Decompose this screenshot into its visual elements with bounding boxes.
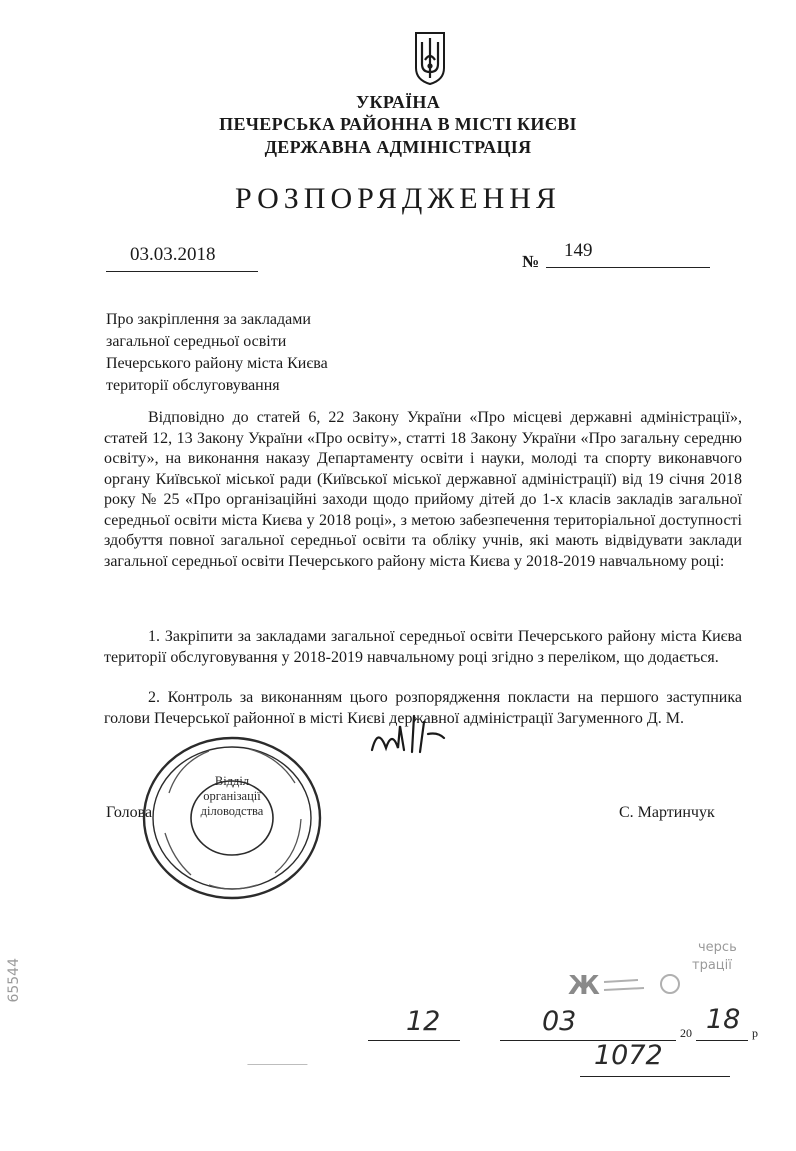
subject-line: загальної середньої освіти [106,333,287,350]
document-type-title: РОЗПОРЯДЖЕННЯ [235,182,561,215]
document-number: 149 [564,240,593,261]
subject-block [106,309,466,397]
reg-day: 12 [406,1006,441,1037]
order-item-2: 2. Контроль за виконанням цього розпорядження покласти на першого заступника голови Печерської районної в місті Києві державної адміністрації Загуменного Д. М. [104,689,742,727]
reg-year-field [696,1004,748,1041]
coat-of-arms-icon [413,30,447,86]
stamp-line: Відділ [214,774,250,788]
subject-line: Печерського району міста Києва [106,355,328,372]
signatory-role: Голова [106,804,153,821]
svg-text:Ж: Ж [568,971,600,1000]
subject-line: Про закріплення за закладами [106,311,311,328]
reg-number-field [580,1040,730,1077]
reg-month-field [500,1006,676,1041]
reg-stamp-marks [566,966,696,1000]
reg-year-prefix: 20 [680,1026,692,1040]
reg-year-unit: р [752,1026,758,1040]
header-org-line2: ДЕРЖАВНА АДМІНІСТРАЦІЯ [264,137,532,157]
reg-number: 1072 [594,1040,663,1071]
reg-month: 03 [542,1006,577,1037]
reg-year: 18 [706,1004,741,1035]
order-item-1: 1. Закріпити за закладами загальної середньої освіти Печерського району міста Києва території обслуговування у 2018-2019 навчальному році згідно з переліком, що додається. [104,628,742,666]
margin-number: 65544 [6,958,22,1003]
subject-line: території обслуговування [106,377,280,394]
number-sign: № [522,252,540,271]
faint-scribble [247,1050,312,1065]
date-field [106,244,258,272]
header-org-line1: ПЕЧЕРСЬКА РАЙОННА В МІСТІ КИЄВІ [219,114,577,134]
header-country: УКРАЇНА [355,92,441,112]
reg-stamp-faint-2: трації [692,958,732,973]
reg-day-field [368,1006,460,1041]
signatory-name: С. Мартинчук [619,804,715,821]
stamp-center-text [186,774,278,819]
number-field [546,240,710,268]
signature-scribble [368,712,448,754]
stamp-line: діловодства [200,804,264,818]
document-date: 03.03.2018 [130,244,216,265]
reg-stamp-faint-1: черсь [698,940,737,955]
preamble-paragraph: Відповідно до статей 6, 22 Закону України «Про місцеві державні адміністрації», статей 12, 13 Закону України «Про освіту», статті 18 Закону України «Про загальну середню освіту», на виконання наказу Департаменту освіти і науки, молоді та спорту виконавчого органу Київської міської ради (Київської міської державної адміністрації) від 19 січня 2018 року № 25 «Про організаційні заходи щодо прийому дітей до 1-х класів закладів загальної середньої освіти міста Києва у 2018 році», з метою забезпечення територіальної доступності здобуття повної загальної середньої освіти та обліку учнів, які мають відвідувати заклади загальної середньої освіти Печерського району міста Києва у 2018-2019 навчальному році: [104,409,742,570]
stamp-line: організації [203,789,261,803]
